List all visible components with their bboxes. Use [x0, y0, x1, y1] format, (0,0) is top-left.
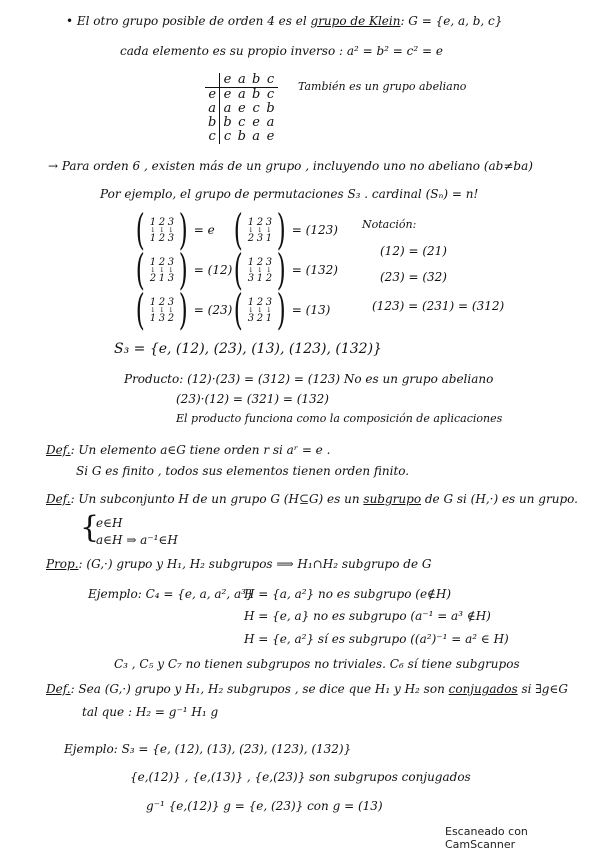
product-line: Producto: (12)·(23) = (312) = (123) No es un grupo abeliano [124, 372, 494, 386]
order-six-line: → Para orden 6 , existen más de un grupo , incluyendo uno no abeliano (ab≠ba) [48, 159, 533, 173]
abelian-note: También es un grupo abeliano [298, 80, 467, 93]
condition-inverse: a∈H ⇒ a⁻¹∈H [96, 533, 178, 547]
composition-note: El producto funciona como la composición de aplicaciones [176, 412, 503, 425]
cayley-row: b b c e a [205, 116, 278, 130]
scanner-watermark: Escaneado con CamScanner [445, 825, 528, 851]
product-line-2: (23)·(12) = (321) = (132) [176, 392, 329, 406]
permutation-example-line: Por ejemplo, el grupo de permutaciones S₃ . cardinal (Sₙ) = n! [100, 187, 479, 201]
conjugate-subgroups: {e,(12)} , {e,(13)} , {e,(23)} son subgrupos conjugados [130, 770, 471, 784]
conjugate-formula: tal que : H₂ = g⁻¹ H₁ g [82, 705, 219, 719]
self-inverse-line: cada elemento es su propio inverso : a² = b² = c² = e [120, 44, 443, 58]
cayley-row: c c b a e [205, 130, 278, 144]
notation-23: (23) = (32) [380, 270, 447, 284]
conditions-brace: { [80, 510, 100, 545]
cayley-row: e e a b c [205, 88, 278, 103]
cyclic-subgroups-note: C₃ , C₅ y C₇ no tienen subgrupos no triviales. C₆ sí tiene subgrupos [114, 657, 520, 671]
def-subgroup: Def.: Un subconjunto H de un grupo G (H⊆G) es un subgrupo de G si (H,·) es un grupo. [46, 492, 578, 506]
cayley-header-row: e a b c [205, 73, 278, 88]
finite-group-note: Si G es finito , todos sus elementos tienen orden finito. [76, 464, 410, 478]
example-s3: Ejemplo: S₃ = {e, (12), (13), (23), (123), (132)} [64, 742, 352, 756]
example-h1: H = {a, a²} no es subgrupo (e∉H) [244, 587, 452, 601]
s3-set: S₃ = {e, (12), (23), (13), (123), (132)} [114, 341, 382, 357]
condition-identity: e∈H [96, 516, 123, 530]
klein-intro: • El otro grupo posible de orden 4 es el grupo de Klein: G = {e, a, b, c} [66, 14, 503, 28]
example-h2: H = {e, a} no es subgrupo (a⁻¹ = a³ ∉H) [244, 609, 491, 623]
example-h3: H = {e, a²} sí es subgrupo ((a²)⁻¹ = a² ∈ H) [244, 632, 509, 646]
def-conjugate: Def.: Sea (G,·) grupo y H₁, H₂ subgrupos , se dice que H₁ y H₂ son conjugados si ∃g∈G [46, 682, 568, 696]
notation-12: (12) = (21) [380, 244, 447, 258]
perm-23: ( 1 2 3 ↓ ↓ ↓ 1 3 2 ) = (23) [135, 285, 233, 334]
perm-identity: ( 1 2 3 ↓ ↓ ↓ 1 2 3 ) = e [135, 205, 215, 254]
perm-12: ( 1 2 3 ↓ ↓ ↓ 2 1 3 ) = (12) [135, 245, 233, 294]
notation-title: Notación: [362, 218, 417, 231]
cayley-table [205, 73, 278, 144]
klein-term: grupo de Klein [310, 14, 401, 28]
example-c4: Ejemplo: C₄ = {e, a, a², a³} [88, 587, 254, 601]
def-order: Def.: Un elemento a∈G tiene orden r si aʳ = e . [46, 443, 331, 457]
cayley-row: a a e c b [205, 102, 278, 116]
prop-intersection: Prop.: (G,·) grupo y H₁, H₂ subgrupos ⟹ H₁∩H₂ subgrupo de G [46, 557, 432, 571]
perm-132: ( 1 2 3 ↓ ↓ ↓ 3 1 2 ) = (132) [233, 245, 338, 294]
notation-123: (123) = (231) = (312) [372, 299, 505, 313]
perm-123: ( 1 2 3 ↓ ↓ ↓ 2 3 1 ) = (123) [233, 205, 338, 254]
conjugation-example: g⁻¹ {e,(12)} g = {e, (23)} con g = (13) [146, 799, 383, 813]
perm-13: ( 1 2 3 ↓ ↓ ↓ 3 2 1 ) = (13) [233, 285, 331, 334]
